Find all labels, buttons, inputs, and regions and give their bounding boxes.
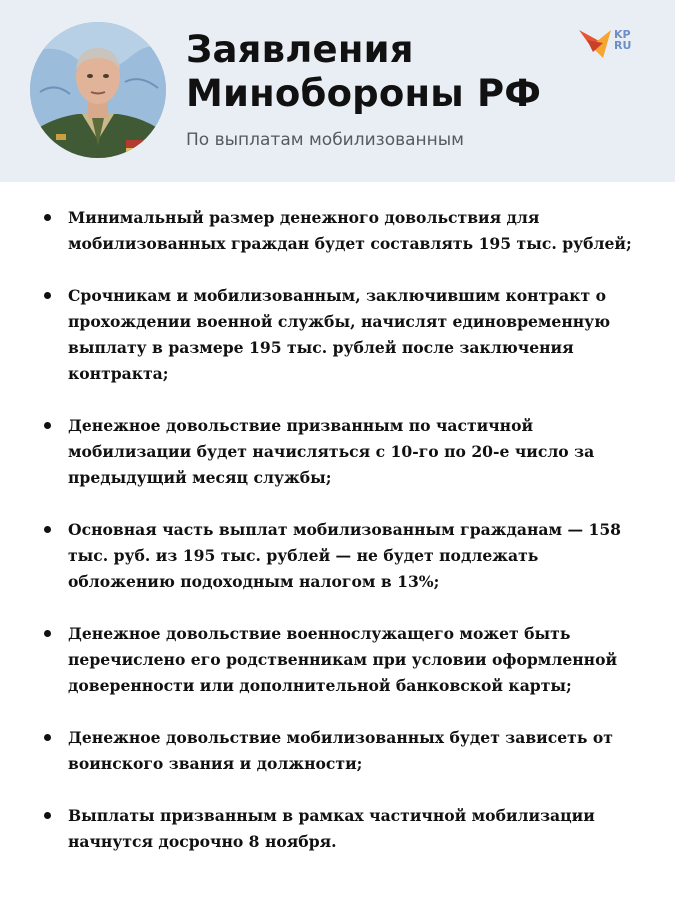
bullet-icon xyxy=(44,734,51,741)
title-line-1: Заявления xyxy=(186,28,414,71)
list-item xyxy=(0,517,675,595)
list-item-text: Денежное довольствие призванным по частичной мобилизации будет начисляться с 10-го по 20-е число за предыдущий месяц службы; xyxy=(68,416,595,487)
portrait-image xyxy=(30,22,166,158)
list-item xyxy=(0,283,675,387)
kp-logo-text xyxy=(614,29,631,51)
list-item-text: Денежное довольствие мобилизованных будет зависеть от воинского звания и должности; xyxy=(68,728,613,773)
list-item xyxy=(0,725,675,777)
page-subtitle: По выплатам мобилизованным xyxy=(186,130,465,150)
logo-text-line-1: KP xyxy=(614,28,631,41)
bullet-icon xyxy=(44,812,51,819)
statements-list xyxy=(0,205,675,855)
list-item-text: Срочникам и мобилизованным, заключившим контракт о прохождении военной службы, начислят единовременную выплату в размере 195 тыс. рублей после заключения контракта; xyxy=(68,286,611,383)
title-line-2: Минобороны РФ xyxy=(186,72,542,115)
bullet-icon xyxy=(44,292,51,299)
list-item-text: Выплаты призванным в рамках частичной мобилизации начнутся досрочно 8 ноября. xyxy=(68,806,595,851)
list-item-text: Минимальный размер денежного довольствия для мобилизованных граждан будет составлять 195 тыс. рублей; xyxy=(68,208,632,253)
list-item-text: Основная часть выплат мобилизованным гражданам — 158 тыс. руб. из 195 тыс. рублей — не будет подлежать обложению подоходным налогом в 13%; xyxy=(68,520,622,591)
list-item xyxy=(0,621,675,699)
bullet-icon xyxy=(44,422,51,429)
bullet-icon xyxy=(44,630,51,637)
bullet-icon xyxy=(44,214,51,221)
list-item xyxy=(0,205,675,257)
logo-text-line-2: RU xyxy=(614,39,632,52)
list-item-text: Денежное довольствие военнослужащего может быть перечислено его родственникам при условии оформленной доверенности или дополнительной банковской карты; xyxy=(68,624,618,695)
list-item xyxy=(0,803,675,855)
list-item xyxy=(0,413,675,491)
bullet-icon xyxy=(44,526,51,533)
header-banner xyxy=(0,0,675,182)
avatar xyxy=(30,22,166,158)
page-title xyxy=(186,28,541,116)
